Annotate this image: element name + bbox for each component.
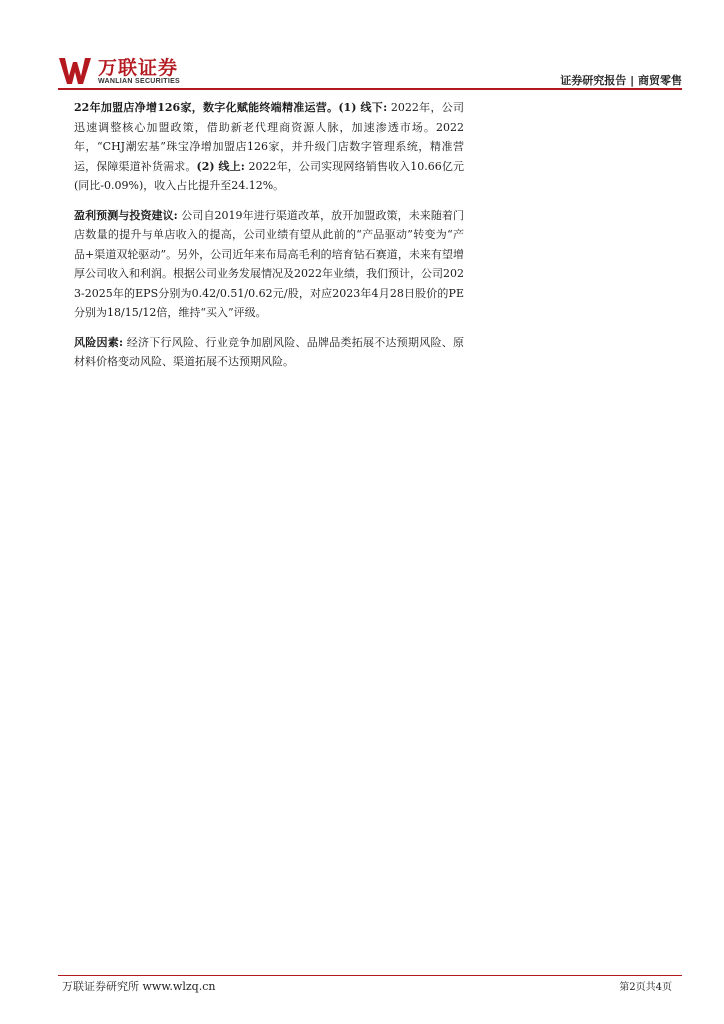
- offline-text: 2022年，公司迅速调整核心加盟政策，借助新老代理商资源人脉，加速渗透市场。2022年，“CHJ潮宏基”珠宝净增加盟店126家，并升级门店数字管理系统，精准营运，保障渠道补货需求。: [74, 101, 464, 173]
- offline-label: (1) 线下:: [338, 101, 388, 114]
- paragraph-forecast: [74, 206, 464, 323]
- footer-divider: [58, 975, 682, 976]
- footer-source: 万联证券研究所 www.wlzq.cn: [62, 980, 216, 993]
- paragraph-heading: 22年加盟店净增126家，数字化赋能终端精准运营。: [74, 101, 339, 114]
- logo-chinese-name: 万联证券: [98, 57, 179, 79]
- paragraph-franchise: [74, 98, 464, 196]
- report-category: [560, 72, 682, 88]
- report-sector: 商贸零售: [638, 74, 682, 87]
- paragraph-risk: [74, 333, 464, 372]
- header-separator: |: [630, 74, 635, 87]
- report-type: 证券研究报告: [560, 74, 627, 87]
- forecast-text: 公司自2019年进行渠道改革，放开加盟政策，未来随着门店数量的提升与单店收入的提高，公司业绩有望从此前的“产品驱动”转变为“产品+渠道双轮驱动”。另外，公司近年来布局高毛利的培育钻石赛道，未来有望增厚公司收入和利润。根据公司业务发展情况及2022年业绩，我们预计，公司2023-2025年的EPS分别为0.42/0.51/0.62元/股，对应2023年4月28日股价的PE分别为18/15/12倍，维持“买入”评级。: [74, 208, 464, 319]
- logo-english-name: WANLIAN SECURITIES: [98, 78, 181, 85]
- page-number: 第2页共4页: [619, 982, 672, 993]
- risk-label: 风险因素:: [74, 335, 124, 349]
- forecast-label: 盈利预测与投资建议:: [74, 208, 178, 222]
- online-text: 2022年，公司实现网络销售收入10.66亿元(同比-0.09%)，收入占比提升至24.12%。: [74, 159, 465, 192]
- risk-text: 经济下行风险、行业竞争加剧风险、品牌品类拓展不达预期风险、原材料价格变动风险、渠道拓展不达预期风险。: [74, 335, 465, 368]
- page-header: [58, 52, 682, 92]
- wanlian-logo-icon: [58, 56, 92, 86]
- header-divider: [58, 88, 682, 90]
- company-logo: [58, 52, 218, 90]
- report-body: [74, 98, 464, 382]
- online-label: (2) 线上:: [196, 159, 245, 173]
